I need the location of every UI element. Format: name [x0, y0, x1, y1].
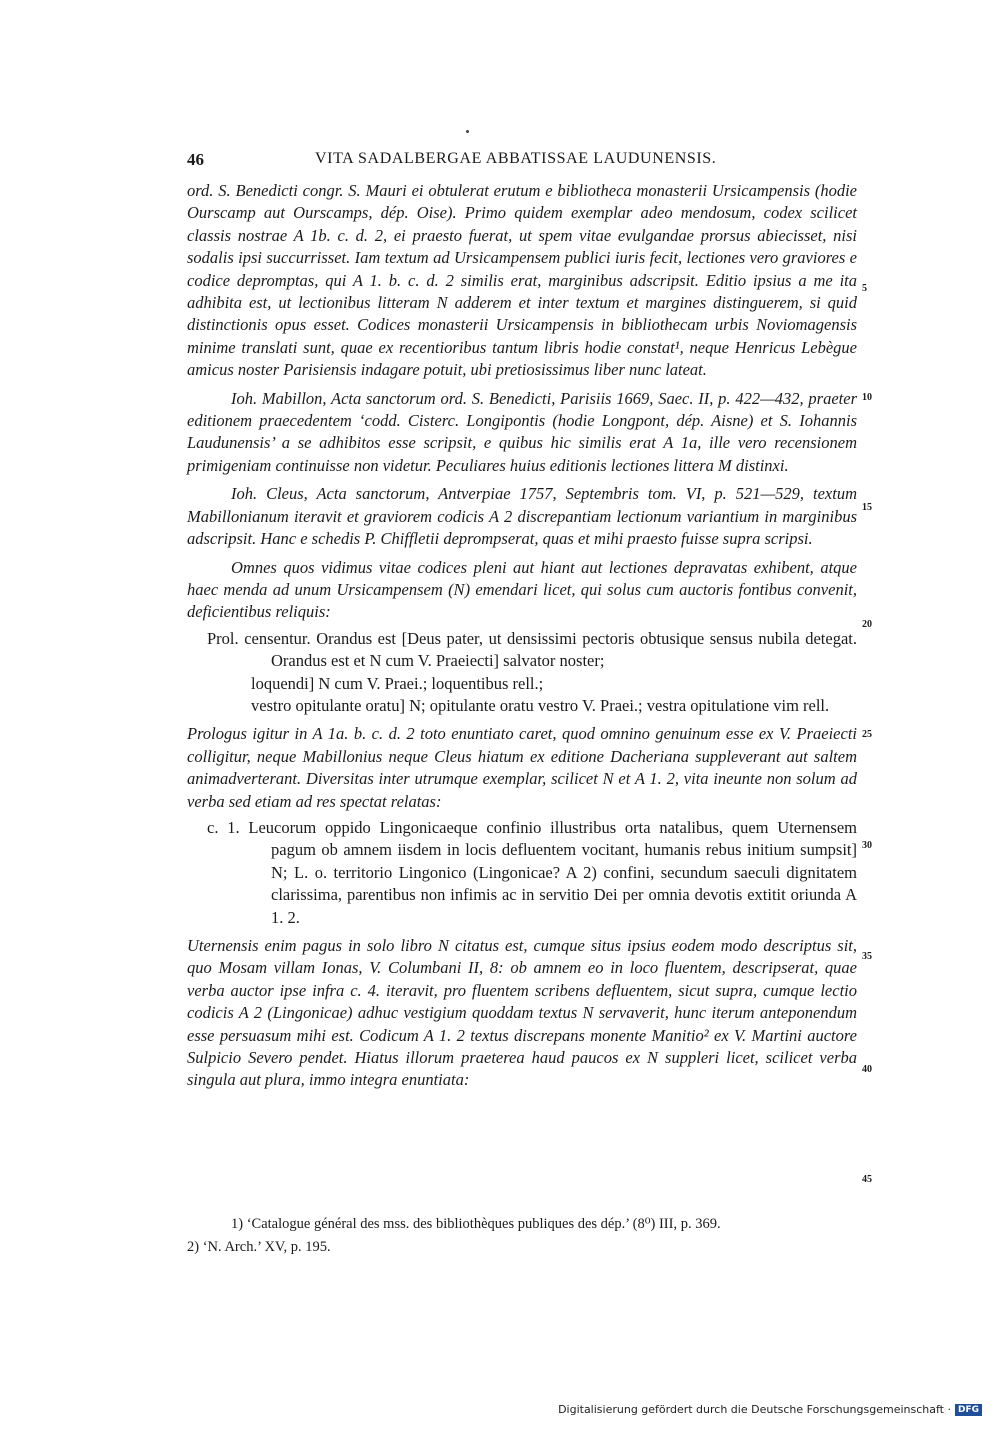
page-number: 46	[187, 150, 204, 169]
line-number: 40	[862, 1064, 872, 1075]
prologue-variant-2: loquendi] N cum V. Praei.; loquentibus rell.;	[251, 673, 544, 693]
line-number: 30	[862, 840, 872, 851]
digitization-credit	[558, 1403, 982, 1416]
paragraph-uternensis: Uternensis enim pagus in solo libro N citatus est, cumque situs ipsius eodem modo descriptus sit, quo Mosam villam Ionas, V. Columbani II, 8: ob amnem eo in loco fluentem, descripserat, quae verba auctor ipse infra c. 4. iteravit, pro fluentem scribens defluentem, sicut supra, cumque lectio codicis A 2 (Lingonicae) adhuc vestigium quoddam textus N servaverit, hunc iterum anteponendum esse persuasum mihi est. Codicum A 1. 2 textus discrepans monente Manitio² ex V. Martini auctore Sulpicio Severo pendet. Hiatus illorum praeterea haud paucos ex N suppleri licet, scilicet verba singula aut plura, immo integra enuntiata:	[187, 936, 857, 1090]
paragraph-omnes: Omnes quos vidimus vitae codices pleni aut hiant aut lectiones depravatas exhibent, atque haec menda ad unum Ursicampensem (N) emendari licet, qui solus cum auctoris fontibus convenit, deficientibus reliquis:	[187, 557, 857, 622]
paragraph-mabillon: Ioh. Mabillon, Acta sanctorum ord. S. Benedicti, Parisiis 1669, Saec. II, p. 422—432, praeter editionem praecedentem ‘codd. Cisterc. Longipontis (hodie Longpont, dép. Aisne) et S. Iohannis Laudunensis’ a se adhibitos esse scripsit, e quibus hic similis erat A 1a, ille vero recensionem primigeniam continuisse non videtur. Peculiares huius editionis lectiones littera M distinxi.	[187, 388, 857, 475]
paragraph-prologus: Prologus igitur in A 1a. b. c. d. 2 toto enuntiato caret, quod omnino genuinum esse ex V. Praeiecti colligitur, neque Mabillonius neque Cleus hiatum ex editione Dacheriana suppleverant aut saltem animadverterant. Diversitas inter utrumque exemplar, scilicet N et A 1. 2, vita ineunte non solum ad verba sed etiam ad res spectat relatas:	[187, 724, 857, 811]
footnotes	[187, 1213, 857, 1259]
prologue-variants	[207, 628, 857, 718]
line-number: 5	[862, 283, 867, 294]
prologue-variant-1: Prol. censentur. Orandus est [Deus pater, ut densissimi pectoris obtusique sensus nubila detegat. Orandus est et N cum V. Praeiecti] salvator noster;	[207, 628, 857, 671]
footnote-2: 2) ‘N. Arch.’ XV, p. 195.	[187, 1239, 331, 1255]
main-text	[187, 180, 857, 1092]
chapter-1-text: c. 1. Leucorum oppido Lingonicaeque confinio illustribus orta natalibus, quem Uternensem pagum ob amnem iisdem in locis defluentem vocitant, humanis rebus initium sumpsit] N; L. o. territorio Lingonico (Lingonicae? A 2) confini, secundum saeculi dignitatem clarissima, parentibus non infimis ac in servitio Dei per omnia devotis extitit oriunda A 1. 2.	[207, 817, 857, 927]
running-title: VITA SADALBERGAE ABBATISSAE LAUDUNENSIS.	[315, 150, 717, 167]
prologue-variant-3: vestro opitulante oratu] N; opitulante oratu vestro V. Praei.; vestra opitulatione vim rell.	[251, 695, 830, 715]
line-number: 10	[862, 392, 872, 403]
paragraph-cleus: Ioh. Cleus, Acta sanctorum, Antverpiae 1757, Septembris tom. VI, p. 521—529, textum Mabillonianum iteravit et graviorem codicis A 2 discrepantiam lectionum variantium in marginibus adscripsit. Hanc e schedis P. Chiffletii deprompserat, quas et mihi praesto fuisse supra scripsi.	[187, 484, 857, 549]
credit-text: Digitalisierung gefördert durch die Deutsche Forschungsgemeinschaft ·	[558, 1403, 951, 1416]
printer-dot	[466, 130, 469, 133]
line-number: 20	[862, 619, 872, 630]
footnote-1: 1) ‘Catalogue général des mss. des bibliothèques publiques des dép.’ (8⁰) III, p. 369.	[231, 1216, 721, 1232]
line-number: 35	[862, 951, 872, 962]
line-number: 25	[862, 729, 872, 740]
line-number: 15	[862, 502, 872, 513]
paragraph-intro: ord. S. Benedicti congr. S. Mauri ei obtulerat erutum e bibliotheca monasterii Ursicampensis (hodie Ourscamp aut Ourscamps, dép. Oise). Primo quidem exemplar adeo mendosum, codex scilicet classis nostrae A 1b. c. d. 2, ei praesto fuerat, ut spem vitae evulgandae prorsus abiecisset, nisi sodalis ipsi succurrisset. Iam textum ad Ursicampensem publici iuris fecit, lectiones vero graviores e codice depromptas, qui A 1. b. c. d. 2 similis erat, marginibus adscripsit. Editio ipsius a me ita adhibita est, ut lectionibus litteram N adderem et inter textum et margines distinguerem, si quid distinctionis opus esset. Codices monasterii Ursicampensis in bibliothecam urbis Noviomagensis minime translati sunt, quae ex recentioribus tantum libris hodie constat¹, neque Henricus Lebègue amicus noster Parisiensis indagare potuit, ubi pretiosissimus liber nunc lateat.	[187, 181, 857, 380]
dfg-logo-icon: DFG	[955, 1404, 982, 1416]
line-number: 45	[862, 1174, 872, 1185]
chapter-1-variant	[207, 817, 857, 929]
